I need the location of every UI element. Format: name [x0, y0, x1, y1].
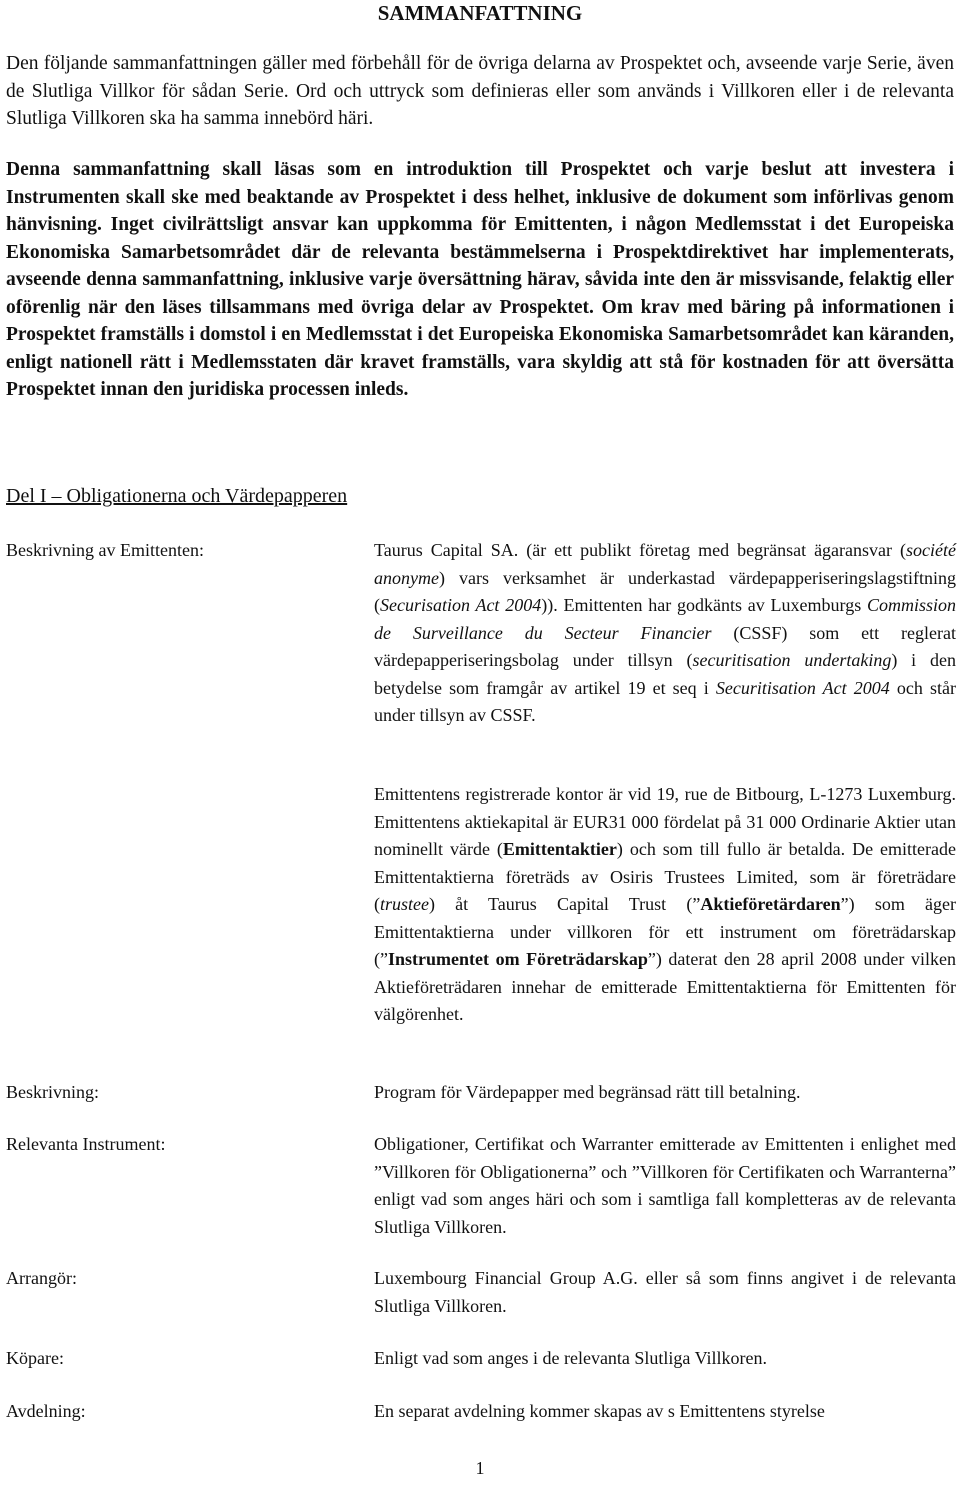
issuer-italic-5: Securitisation Act 2004: [715, 677, 890, 698]
issuer-text-1: Taurus Capital SA. (är ett publikt företag med begränsat ägaransvar (: [374, 540, 907, 560]
section-heading: [6, 483, 347, 509]
row-label: Relevanta Instrument:: [6, 1134, 166, 1154]
issuer-text-4: (CSSF) som ett reglerat värdepapperiseringsbolag under tillsyn (: [374, 622, 956, 670]
office-bold-1: Emittentaktier: [502, 839, 617, 859]
issuer-italic-4: securitisation undertaking: [692, 650, 892, 670]
issuer-text-6: och står under tillsyn av CSSF.: [374, 677, 956, 725]
issuer-description: [374, 537, 956, 730]
document-title: SAMMANFATTNING: [377, 1, 583, 25]
row-label: Beskrivning:: [6, 1082, 99, 1102]
intro-paragraph: Den följande sammanfattningen gäller med förbehåll för de övriga delarna av Prospektet och, avseende varje Serie, även de Slutliga Villkor för sådan Serie. Ord och uttryck som definieras eller som används i Villkoren eller i de relevanta Slutliga Villkoren ska ha samma innebörd häri.: [6, 53, 954, 129]
issuer-italic-2: Securisation Act 2004: [380, 595, 542, 615]
page-number: 1: [475, 1458, 485, 1478]
row-value: Luxembourg Financial Group A.G. eller så som finns angivet i de relevanta Slutliga Villkoren.: [374, 1268, 956, 1316]
office-text-5: ”) daterat den 28 april 2008 under vilken Aktieföreträdaren innehar de emitterade Emittentaktierna för Emittenten för välgörenhet.: [374, 949, 956, 1024]
issuer-text-5: ) i den betydelse som framgår av artikel 19 et seq i: [374, 650, 957, 698]
issuer-italic-3: Commission de Surveillance du Secteur Financier: [374, 595, 957, 643]
row-value: Program för Värdepapper med begränsad rätt till betalning.: [374, 1082, 801, 1102]
row-label: Köpare:: [6, 1348, 64, 1368]
disclaimer-paragraph: Denna sammanfattning skall läsas som en introduktion till Prospektet och varje beslut att investera i Instrumenten skall ske med beaktande av Prospektet i dess helhet, inklusive de dokument som införlivas genom hänvisning. Inget civilrättsligt ansvar kan uppkomma för Emittenten, i någon Medlemsstat i det Europeiska Ekonomiska Samarbetsområdet där de relevanta bestämmelserna i Prospektdirektivet har implementerats, avseende denna sammanfattning, inklusive varje översättning härav, såvida inte den är missvisande, felaktig eller oförenlig när den läses tillsammans med övriga delar av Prospektet. Om krav med bäring på informationen i Prospektet framställs i domstol i en Medlemsstat i det Europeiska Ekonomiska Samarbetsområdet kan käranden, enligt nationell rätt i Medlemsstaten där kravet framställs, vara skyldig att stå för kostnaden för att översätta Prospektet innan den juridiska processen inleds.: [6, 159, 954, 400]
row-value: Obligationer, Certifikat och Warranter emitterade av Emittenten i enlighet med ”Villkoren för Obligationerna” och ”Villkoren för Certifikaten och Warranterna” enligt vad som anges häri och som i samtliga fall kompletteras av de relevanta Slutliga Villkoren.: [374, 1134, 956, 1237]
office-text-1: Emittentens registrerade kontor är vid 19, rue de Bitbourg, L-1273 Luxemburg. Emittentens aktiekapital är EUR31 000 fördelat på 31 000 Ordinarie Aktier utan nominellt värde (: [374, 784, 956, 859]
office-bold-2: Aktieföretärdaren: [700, 894, 841, 914]
office-text-3: ) åt Taurus Capital Trust (”: [429, 894, 701, 914]
office-bold-3: Instrumentet om Företrädarskap: [387, 949, 648, 969]
issuer-office-paragraph: [374, 781, 956, 1029]
issuer-label: Beskrivning av Emittenten:: [6, 540, 204, 560]
section-heading-text: Del I – Obligationerna och Värdepapperen: [6, 485, 348, 507]
row-value: Enligt vad som anges i de relevanta Slutliga Villkoren.: [374, 1348, 768, 1368]
issuer-text-2: ) vars verksamhet är underkastad värdepapperiseringslagstiftning (: [374, 567, 956, 615]
row-label: Avdelning:: [6, 1401, 86, 1421]
row-label: Arrangör:: [6, 1268, 77, 1288]
issuer-italic-1: société anonyme: [374, 540, 956, 588]
office-text-2: ) och som till fullo är betalda. De emitterade Emittentaktierna företräds av Osiris Trustees Limited, som är företrädare (: [374, 839, 956, 914]
office-italic-1: trustee: [380, 894, 429, 914]
row-value: En separat avdelning kommer skapas av s Emittentens styrelse: [374, 1401, 825, 1421]
office-text-4: ”) som äger Emittentaktierna under villkoren för ett instrument om företrädarskap (”: [374, 894, 956, 969]
issuer-text-3: )). Emittenten har godkänts av Luxemburgs: [541, 595, 867, 615]
